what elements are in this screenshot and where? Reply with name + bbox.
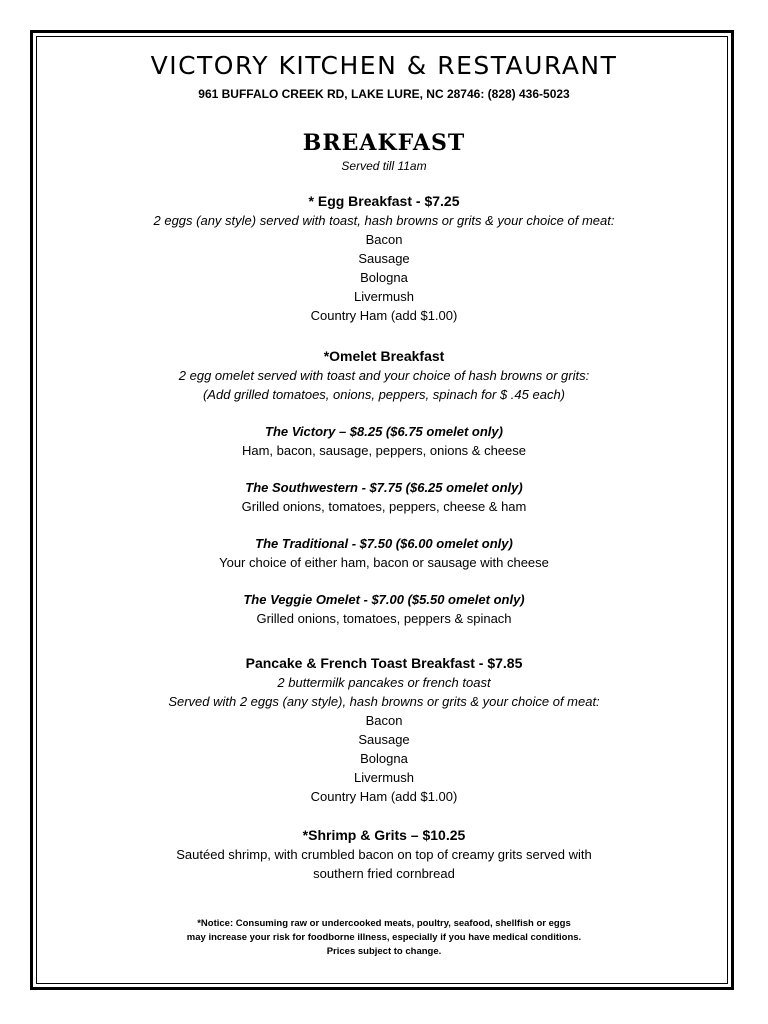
omelet-breakfast-description: 2 egg omelet served with toast and your choice of hash browns or grits: [178, 368, 590, 383]
omelet-option [40, 534, 728, 572]
omelet-option [40, 590, 728, 628]
omelet-name: The Victory – $8.25 ($6.75 omelet only) [265, 424, 503, 439]
notice-line: Prices subject to change. [326, 946, 442, 957]
notice-line: may increase your risk for foodborne illness, especially if you have medical conditions. [186, 932, 582, 943]
egg-breakfast-description: 2 eggs (any style) served with toast, hash browns or grits & your choice of meat: [153, 213, 615, 228]
egg-breakfast-title: * Egg Breakfast - $7.25 [308, 193, 460, 209]
restaurant-address: 961 BUFFALO CREEK RD, LAKE LURE, NC 28746: (828) 436-5023 [198, 87, 570, 101]
meat-option: Bologna [360, 751, 408, 766]
restaurant-name: VICTORY KITCHEN & RESTAURANT [150, 51, 618, 80]
meat-option: Bologna [360, 270, 408, 285]
meat-option: Bacon [365, 232, 403, 247]
pancake-breakfast [40, 654, 728, 806]
meat-option: Livermush [354, 289, 414, 304]
meat-option: Sausage [358, 251, 410, 266]
omelet-name: The Southwestern - $7.75 ($6.25 omelet only) [245, 480, 523, 495]
notice-line: *Notice: Consuming raw or undercooked meats, poultry, seafood, shellfish or eggs [197, 918, 571, 929]
omelet-option [40, 422, 728, 460]
meat-option: Livermush [354, 770, 414, 785]
meat-option: Country Ham (add $1.00) [310, 308, 458, 323]
omelet-desc: Grilled onions, tomatoes, peppers & spinach [256, 611, 512, 626]
pancake-description: 2 buttermilk pancakes or french toast [277, 675, 491, 690]
meat-option: Sausage [358, 732, 410, 747]
section-title: BREAKFAST [302, 130, 466, 156]
omelet-breakfast-title: *Omelet Breakfast [323, 348, 445, 364]
omelet-name: The Veggie Omelet - $7.00 ($5.50 omelet only) [243, 592, 525, 607]
egg-breakfast [40, 192, 728, 325]
menu-page [40, 48, 728, 959]
meat-option: Country Ham (add $1.00) [310, 789, 458, 804]
omelet-option [40, 478, 728, 516]
pancake-description: Served with 2 eggs (any style), hash browns or grits & your choice of meat: [168, 694, 600, 709]
omelet-addons: (Add grilled tomatoes, onions, peppers, spinach for $ .45 each) [202, 387, 566, 402]
pancake-breakfast-title: Pancake & French Toast Breakfast - $7.85 [245, 655, 523, 671]
shrimp-grits-desc: southern fried cornbread [313, 866, 455, 881]
omelet-desc: Ham, bacon, sausage, peppers, onions & cheese [241, 443, 526, 458]
notice [40, 917, 728, 959]
omelet-name: The Traditional - $7.50 ($6.00 omelet only) [255, 536, 513, 551]
omelet-desc: Grilled onions, tomatoes, peppers, cheese & ham [241, 499, 527, 514]
omelet-breakfast [40, 347, 728, 628]
meat-option: Bacon [365, 713, 403, 728]
shrimp-grits [40, 826, 728, 883]
served-time: Served till 11am [341, 159, 427, 173]
omelet-desc: Your choice of either ham, bacon or sausage with cheese [219, 555, 549, 570]
shrimp-grits-title: *Shrimp & Grits – $10.25 [302, 827, 466, 843]
shrimp-grits-desc: Sautéed shrimp, with crumbled bacon on top of creamy grits served with [176, 847, 592, 862]
